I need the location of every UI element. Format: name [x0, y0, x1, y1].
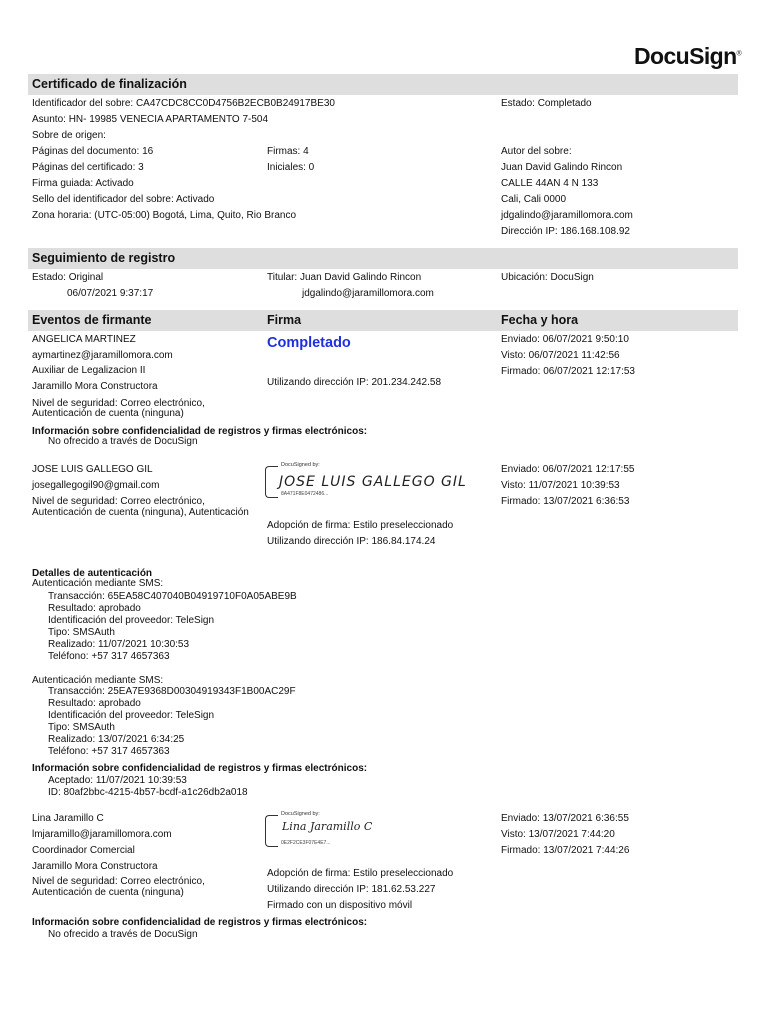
tracking-title: Seguimiento de registro [32, 251, 176, 265]
author-city: Cali, Cali 0000 [501, 194, 567, 205]
auth2-type: Tipo: SMSAuth [48, 722, 115, 733]
signature-heading: Firma [267, 313, 302, 327]
initials-count: Iniciales: 0 [267, 162, 315, 173]
date-time-heading: Fecha y hora [501, 313, 579, 327]
signer1-company: Jaramillo Mora Constructora [32, 381, 158, 392]
signer3-disclosure-title: Información sobre confidencialidad de registros y firmas electrónicos: [32, 917, 368, 928]
signer3-company: Jaramillo Mora Constructora [32, 861, 158, 872]
signer2-docusigned-by: DocuSigned by: [281, 462, 320, 468]
auth2-provider: Identificación del proveedor: TeleSign [48, 710, 215, 721]
certificate-pages: Páginas del certificado: 3 [32, 162, 144, 173]
docusign-logo [634, 43, 741, 70]
signature-bracket [265, 815, 278, 847]
registered-mark: ® [736, 50, 742, 58]
guided-signing: Firma guiada: Activado [32, 178, 134, 189]
signer2-security-line2: Autenticación de cuenta (ninguna), Autenticación [32, 507, 249, 518]
auth2-performed: Realizado: 13/07/2021 6:34:25 [48, 734, 185, 745]
signer2-security-line1: Nivel de seguridad: Correo electrónico, [32, 496, 205, 507]
auth2-title: Autenticación mediante SMS: [32, 675, 164, 686]
auth1-type: Tipo: SMSAuth [48, 627, 115, 638]
signer3-security-line1: Nivel de seguridad: Correo electrónico, [32, 876, 205, 887]
certificate-title: Certificado de finalización [32, 77, 187, 91]
signer1-name: ANGELICA MARTINEZ [32, 334, 136, 345]
auth1-title: Autenticación mediante SMS: [32, 578, 164, 589]
time-zone: Zona horaria: (UTC-05:00) Bogotá, Lima, Quito, Rio Branco [32, 210, 297, 221]
signer3-docusigned-by: DocuSigned by: [281, 811, 320, 817]
signer2-viewed: Visto: 11/07/2021 10:39:53 [501, 480, 620, 491]
author-ip: Dirección IP: 186.168.108.92 [501, 226, 630, 237]
tracking-holder-email: jdgalindo@jaramillomora.com [302, 288, 434, 299]
tracking-holder: Titular: Juan David Galindo Rincon [267, 272, 422, 283]
auth1-result: Resultado: aprobado [48, 603, 141, 614]
signer3-role: Coordinador Comercial [32, 845, 135, 856]
author-address: CALLE 44AN 4 N 133 [501, 178, 599, 189]
signer3-viewed: Visto: 13/07/2021 7:44:20 [501, 829, 615, 840]
signer1-security-line1: Nivel de seguridad: Correo electrónico, [32, 398, 205, 409]
signer2-disclosure-title: Información sobre confidencialidad de registros y firmas electrónicos: [32, 763, 368, 774]
signer2-signature-box [265, 462, 467, 502]
signer2-signed: Firmado: 13/07/2021 6:36:53 [501, 496, 630, 507]
signer3-security-line2: Autenticación de cuenta (ninguna) [32, 887, 184, 898]
signer2-name: JOSE LUIS GALLEGO GIL [32, 464, 153, 475]
signer2-sent: Enviado: 06/07/2021 12:17:55 [501, 464, 635, 475]
signer3-disclosure: No ofrecido a través de DocuSign [48, 929, 198, 940]
auth2-phone: Teléfono: +57 317 4657363 [48, 746, 170, 757]
signer3-sent: Enviado: 13/07/2021 6:36:55 [501, 813, 629, 824]
signer3-signed: Firmado: 13/07/2021 7:44:26 [501, 845, 630, 856]
signer3-signature-box [265, 811, 425, 851]
signer3-signature-text: Lina Jaramillo C [282, 820, 373, 833]
auth2-transaction: Transacción: 25EA7E9368D00304919343F1B00AC29F [48, 686, 296, 697]
signer3-ip: Utilizando dirección IP: 181.62.53.227 [267, 884, 436, 895]
envelope-stamp: Sello del identificador del sobre: Activado [32, 194, 215, 205]
signer2-email: josegallegogil90@gmail.com [32, 480, 160, 491]
signer2-adoption: Adopción de firma: Estilo preseleccionado [267, 520, 454, 531]
signer2-ip: Utilizando dirección IP: 186.84.174.24 [267, 536, 436, 547]
signer3-signature-hash: 0E2F2CE3F07E4E7... [281, 840, 331, 846]
signer1-disclosure-title: Información sobre confidencialidad de registros y firmas electrónicos: [32, 426, 368, 437]
signer1-signed: Firmado: 06/07/2021 12:17:53 [501, 366, 635, 377]
signer2-signature-hash: 8A471F8E0472486... [281, 491, 329, 497]
signer2-accepted: Aceptado: 11/07/2021 10:39:53 [48, 775, 187, 786]
signer2-disclosure-id: ID: 80af2bbc-4215-4b57-bcdf-a1c26db2a018 [48, 787, 248, 798]
auth1-transaction: Transacción: 65EA58C407040B04919710F0A05ABE9B [48, 591, 297, 602]
auth1-provider: Identificación del proveedor: TeleSign [48, 615, 215, 626]
signer2-signature-text: JOSE LUIS GALLEGO GIL [279, 474, 467, 490]
auth1-phone: Teléfono: +57 317 4657363 [48, 651, 170, 662]
tracking-location: Ubicación: DocuSign [501, 272, 594, 283]
logo-text: DocuSign [634, 43, 737, 69]
signer-events-heading: Eventos de firmante [32, 313, 152, 327]
subject: Asunto: HN- 19985 VENECIA APARTAMENTO 7-504 [32, 114, 269, 125]
tracking-date: 06/07/2021 9:37:17 [67, 288, 154, 299]
source-envelope: Sobre de origen: [32, 130, 106, 141]
signer1-ip: Utilizando dirección IP: 201.234.242.58 [267, 377, 442, 388]
author-label: Autor del sobre: [501, 146, 572, 157]
signer1-disclosure: No ofrecido a través de DocuSign [48, 436, 198, 447]
signer3-adoption: Adopción de firma: Estilo preseleccionado [267, 868, 454, 879]
signer1-viewed: Visto: 06/07/2021 11:42:56 [501, 350, 620, 361]
envelope-status: Estado: Completado [501, 98, 592, 109]
document-pages: Páginas del documento: 16 [32, 146, 154, 157]
auth-details-title: Detalles de autenticación [32, 568, 153, 579]
signer3-email: lmjaramillo@jaramillomora.com [32, 829, 172, 840]
envelope-id: Identificador del sobre: CA47CDC8CC0D4756B2ECB0B24917BE30 [32, 98, 335, 109]
signer1-completed-status: Completado [267, 335, 351, 351]
signer1-security-line2: Autenticación de cuenta (ninguna) [32, 408, 184, 419]
auth2-result: Resultado: aprobado [48, 698, 141, 709]
signer3-name: Lina Jaramillo C [32, 813, 104, 824]
author-email: jdgalindo@jaramillomora.com [501, 210, 633, 221]
author-name: Juan David Galindo Rincon [501, 162, 623, 173]
auth1-performed: Realizado: 11/07/2021 10:30:53 [48, 639, 190, 650]
signatures-count: Firmas: 4 [267, 146, 309, 157]
signer1-sent: Enviado: 06/07/2021 9:50:10 [501, 334, 629, 345]
signer1-role: Auxiliar de Legalizacion II [32, 365, 146, 376]
tracking-status: Estado: Original [32, 272, 104, 283]
signer1-email: aymartinez@jaramillomora.com [32, 350, 173, 361]
signer3-mobile: Firmado con un dispositivo móvil [267, 900, 413, 911]
